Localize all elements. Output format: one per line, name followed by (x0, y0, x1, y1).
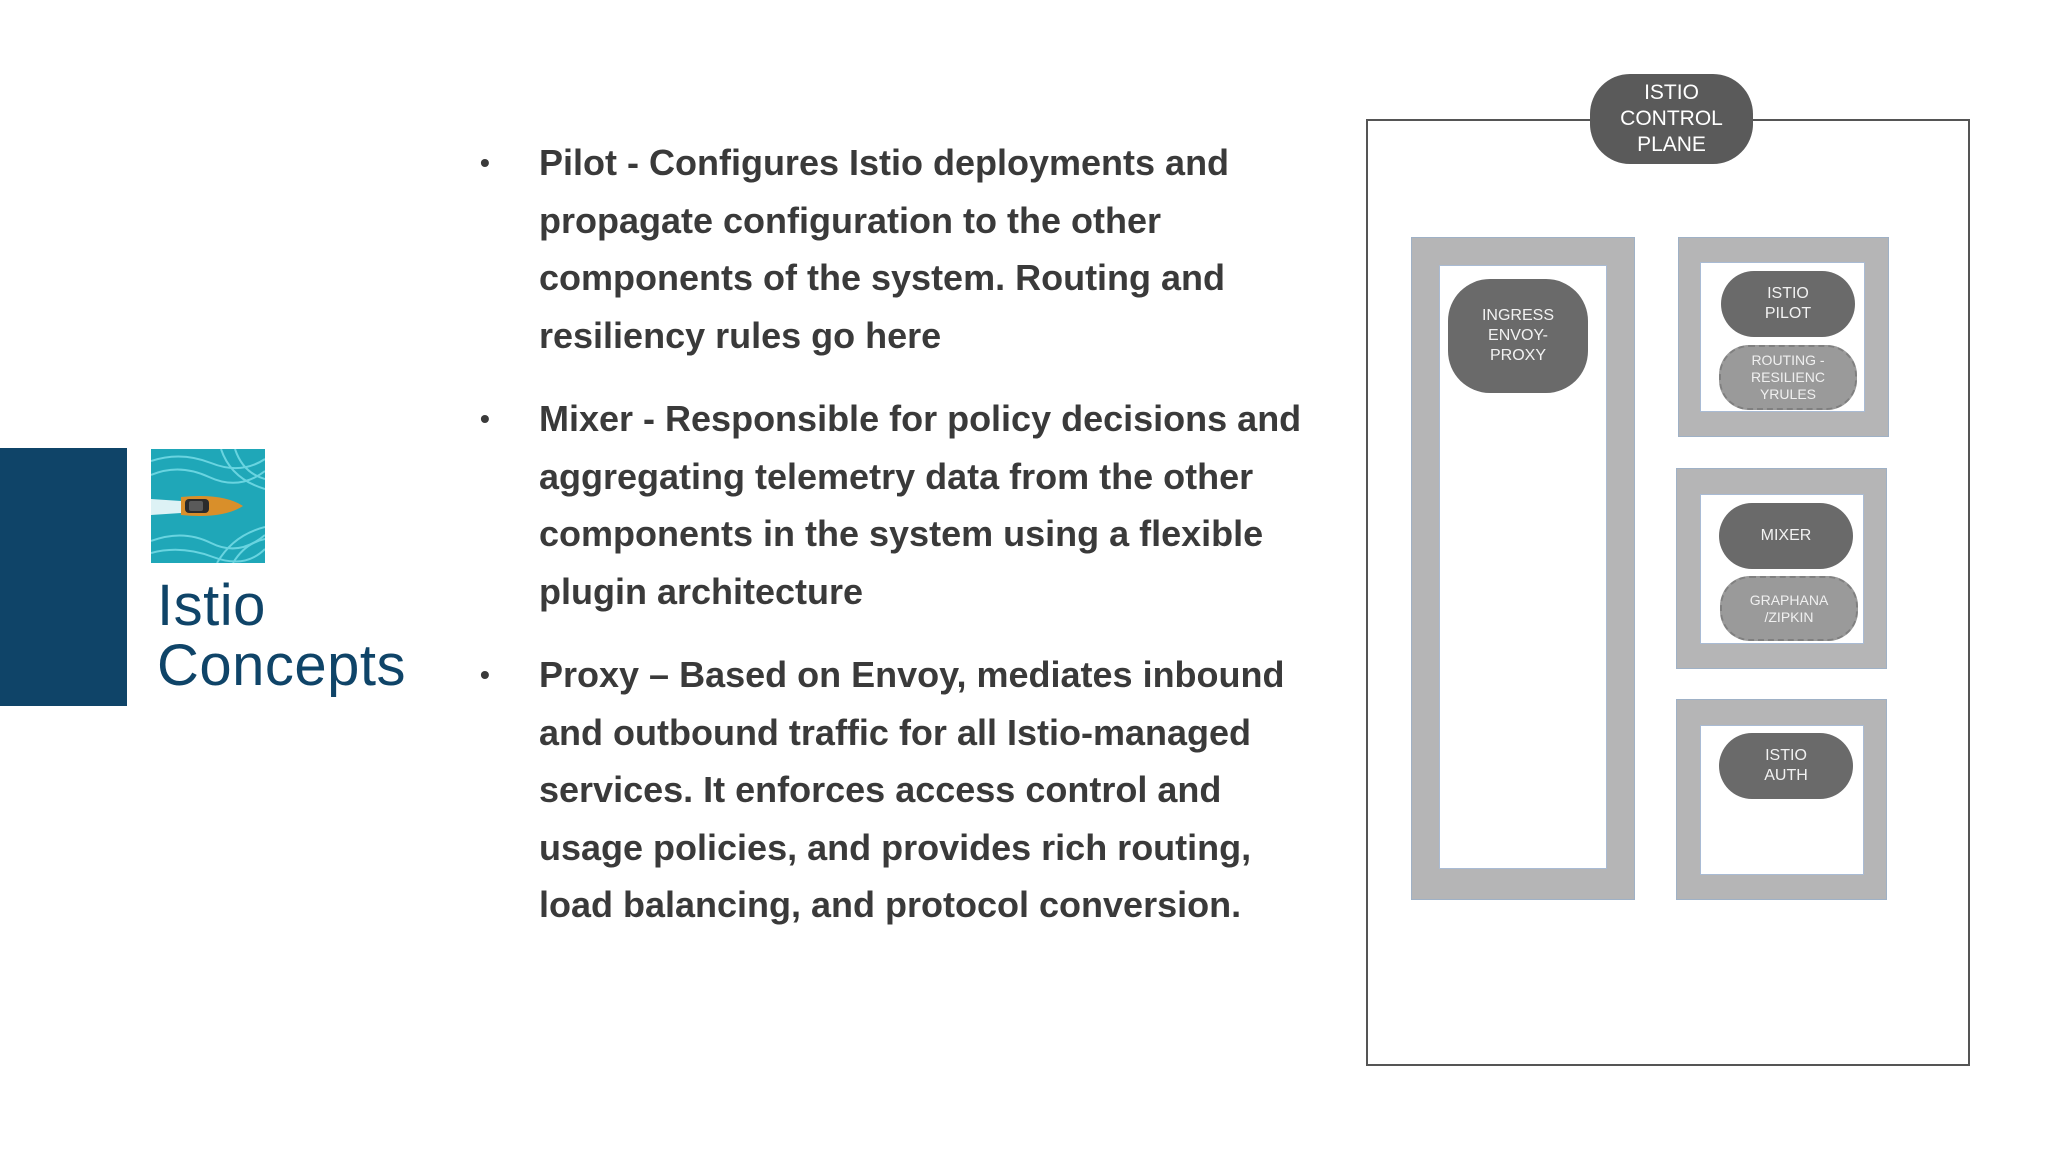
routing-resiliency-rules-node: ROUTING - RESILIENC YRULES (1719, 345, 1857, 410)
slide-title (157, 573, 407, 698)
bullet-pilot-text: Pilot - Configures Istio deployments and propagate configuration to the other components of the system. Routing and resiliency rules go here (539, 142, 1230, 356)
bullet-proxy (480, 646, 1330, 934)
slide-title-line-2: Concepts (157, 633, 407, 698)
bullet-pilot (480, 134, 1330, 364)
slide-title-line-1: Istio (157, 573, 266, 638)
bullet-dot: • (480, 659, 490, 690)
graphana-zipkin-node: GRAPHANA /ZIPKIN (1720, 576, 1858, 641)
auth-container (1676, 699, 1887, 900)
bullet-dot: • (480, 147, 490, 178)
ingress-envoy-proxy-node: INGRESS ENVOY- PROXY (1448, 279, 1588, 393)
bullet-list (480, 134, 1330, 960)
control-plane-label: ISTIO CONTROL PLANE (1590, 74, 1753, 164)
mixer-node: MIXER (1719, 503, 1853, 569)
bullet-dot: • (480, 403, 490, 434)
bullet-mixer-text: Mixer - Responsible for policy decisions and aggregating telemetry data from the other components in the system using a flexible plugin architecture (539, 398, 1302, 612)
brand-side-bar (0, 448, 127, 706)
istio-logo-image (151, 449, 265, 563)
bullet-mixer (480, 390, 1330, 620)
bullet-proxy-text: Proxy – Based on Envoy, mediates inbound and outbound traffic for all Istio-managed services. It enforces access control and usage policies, and provides rich routing, load balancing, and protocol conversion. (539, 654, 1285, 925)
istio-auth-node: ISTIO AUTH (1719, 733, 1853, 799)
istio-pilot-node: ISTIO PILOT (1721, 271, 1855, 337)
